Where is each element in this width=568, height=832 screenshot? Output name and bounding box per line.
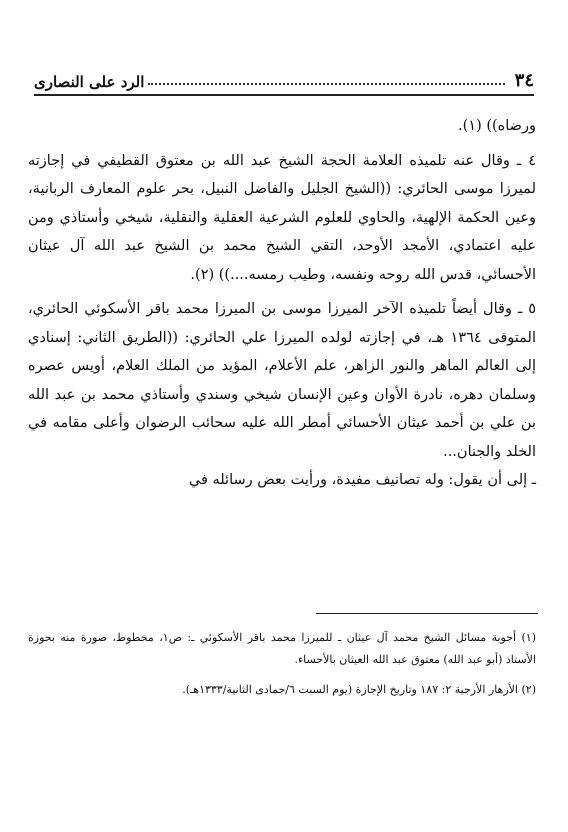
paragraph: ـ إلى أن يقول: وله تصانيف مفيدة، ورأيت بعض رسائله في xyxy=(188,472,536,488)
footnote-separator xyxy=(316,613,538,614)
paragraph: ورضاه)) (١). xyxy=(458,118,536,134)
header-dot-leader xyxy=(148,83,504,85)
paragraph: ٤ ـ وقال عنه تلميذه العلامة الحجة الشيخ عبد الله بن معتوق القطيفي في إجازته لميرزا موسى الحائري: ((الشيخ الجليل والفاضل النبيل، بحر علوم المعارف الربانية، وعين الحكمة الإلهية، والحاوي للعلوم الشرعية العقلية والنقلية، شيخي وأستاذي ومن عليه اعتمادي، الأمجد الأوحد، التقي الشيخ محمد بن الشيخ عبد الله آل عيثان الأحسائي، قدس الله روحه ونفسه، وطيب رمسه....)) (٢). xyxy=(28,152,536,283)
footnote: (٢) الأزهار الأرجية ٢: ١٨٧ وتاريخ الإجازة (يوم السبت ٦/جمادى الثانية/١٣٣٣هـ). xyxy=(182,683,536,696)
footnotes xyxy=(28,627,536,709)
footnote: (١) أجوبة مسائل الشيخ محمد آل عيثان ـ للميرزا محمد باقر الأسكوئي ـ: ص١، مخطوط، صورة منه بحوزة الأستاذ (أبو عبد الله) معتوق عبد الله العيثان بالأحساء. xyxy=(28,631,536,666)
page-number: ٣٤ xyxy=(514,70,534,91)
main-text xyxy=(28,112,536,495)
running-title: الرد على النصارى xyxy=(34,73,145,91)
running-header xyxy=(34,70,534,96)
paragraph: ٥ ـ وقال أيضاً تلميذه الآخر الميرزا موسى بن الميرزا محمد باقر الأسكوئي الحائري، المتوفى ١٣٦٤ هـ، في إجازته لولده الميرزا علي الحائري: ((الطريق الثاني: إسنادي إلى العالم الماهر والنور الزاهر، علم الأعلام، المؤيد من الملك العلام، أويس عصره وسلمان دهره، نادرة الأوان وعين الإنسان شيخي وسندي وأستاذي محمد بن عبد الله بن علي بن أحمد عيثان الأحسائي أمطر الله عليه سحائب الرضوان وأعلى مقامه في الخلد والجنان... xyxy=(28,301,536,460)
